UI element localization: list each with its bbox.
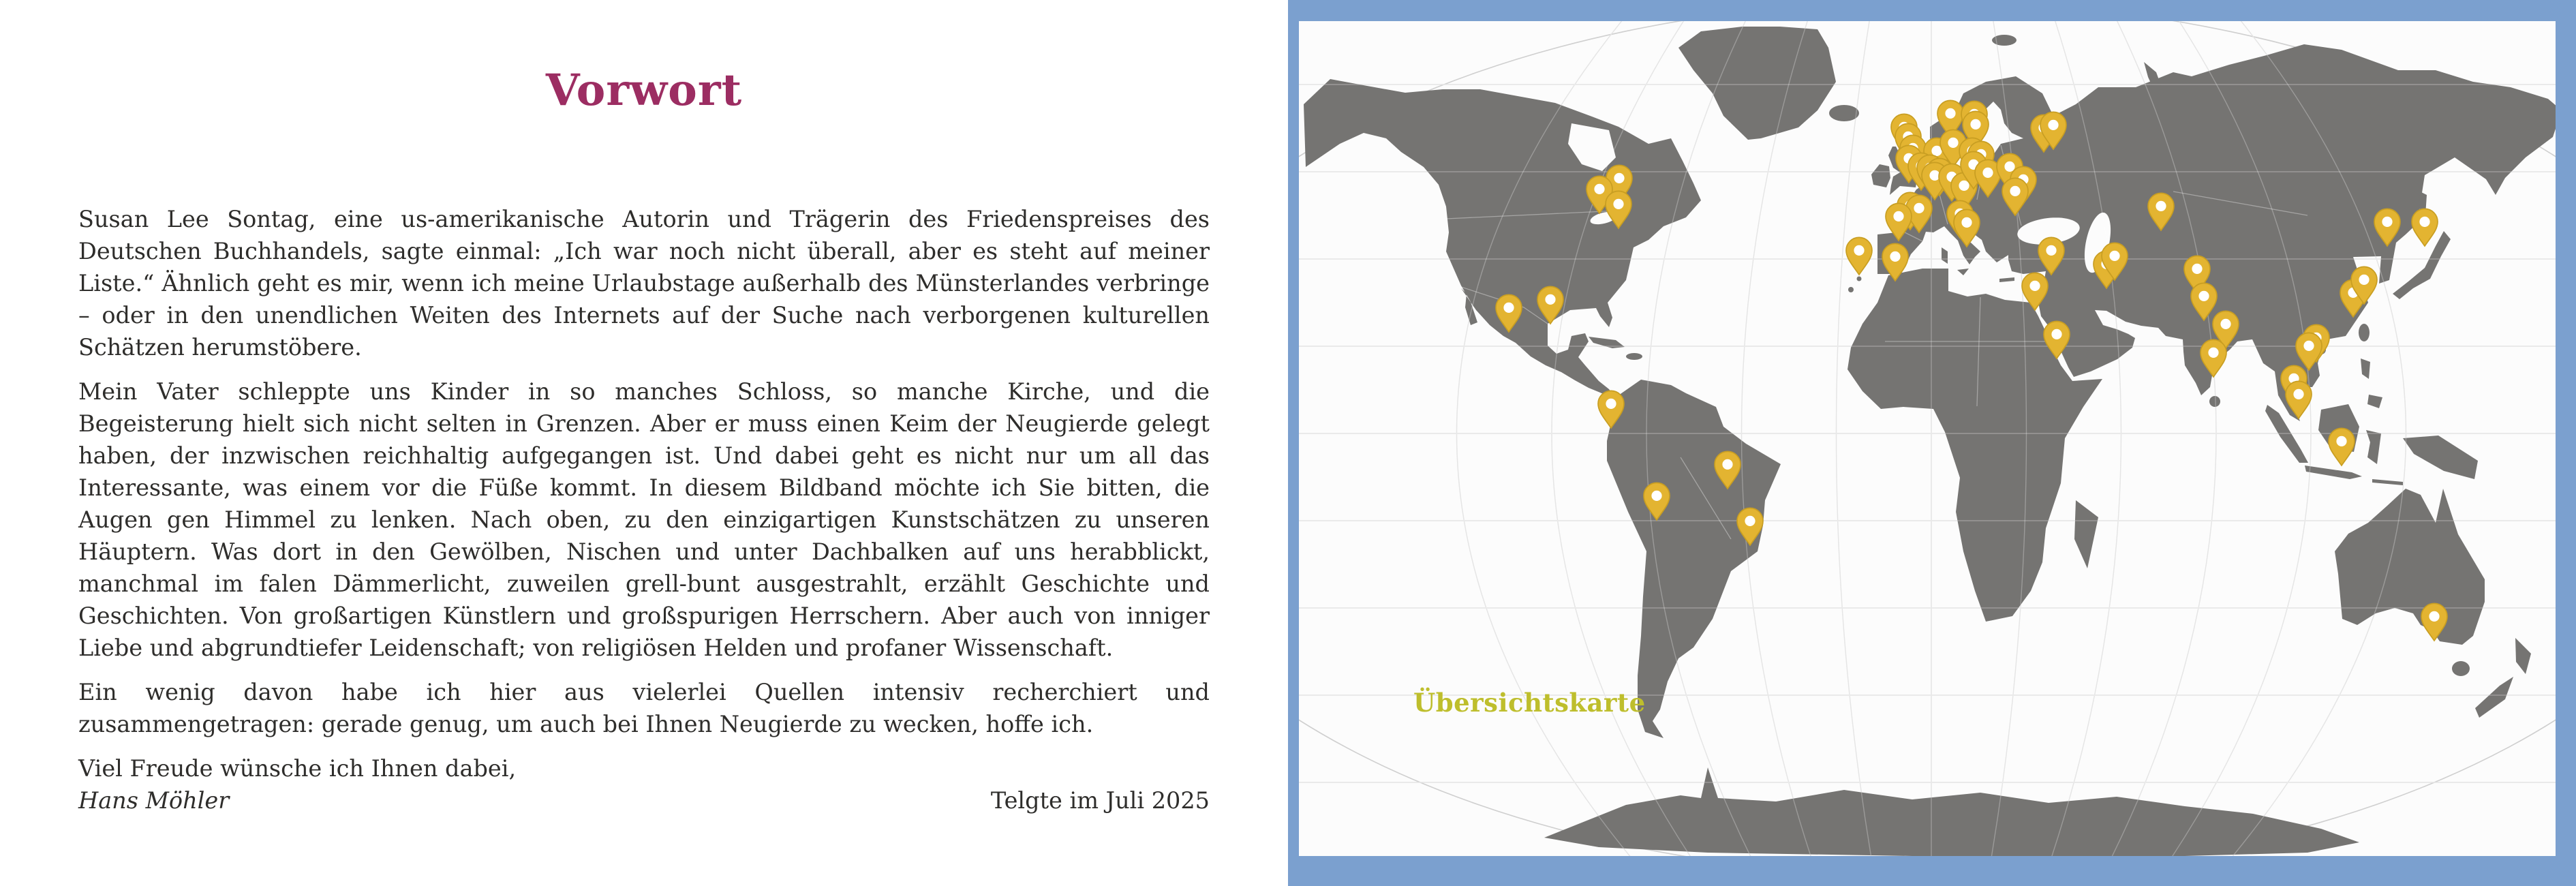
preface-text-column	[78, 0, 1210, 816]
greenland	[1678, 27, 1836, 140]
preface-paragraph-3: Ein wenig davon habe ich hier aus vielerlei Quellen intensiv recherchiert und zusammengetragen: gerade genug, um auch bei Ihnen Neugierde zu wecken, hoffe ich.	[78, 679, 1210, 737]
north-america	[1304, 79, 1701, 403]
hispaniola	[1626, 353, 1642, 360]
dateline: Telgte im Juli 2025	[990, 787, 1210, 814]
sicily	[1957, 269, 1969, 275]
closing-line: Viel Freude wünsche ich Ihnen dabei,	[78, 755, 517, 782]
sulawesi	[2366, 430, 2381, 464]
madeira-island	[1857, 277, 1862, 281]
map-pin-naples	[1954, 209, 1980, 247]
java	[2305, 465, 2362, 479]
page-title: Vorwort	[545, 65, 743, 116]
taiwan	[2359, 324, 2370, 341]
ireland	[1871, 164, 1890, 187]
luzon	[2361, 358, 2370, 379]
map-panel	[1299, 21, 2556, 856]
map-page	[1288, 0, 2576, 886]
new-guinea	[2403, 436, 2478, 479]
new-zealand-north	[2515, 638, 2531, 674]
crete	[1999, 277, 2014, 282]
map-label: Übersichtskarte	[1413, 688, 1646, 718]
antarctica	[1544, 767, 2359, 856]
iceland	[1829, 105, 1859, 121]
madagascar	[2074, 500, 2098, 568]
author-signature: Hans Möhler	[78, 787, 230, 814]
preface-body	[78, 203, 1210, 816]
sardinia	[1942, 247, 1948, 264]
preface-paragraph-2: Mein Vater schleppte uns Kinder in so manches Schloss, so manche Kirche, und die Begeisterung hielt sich nicht selten in Grenzen. Aber er muss einen Keim der Neugierde gelegt haben, der inzwischen reichhaltig aufgegangen ist. Und dabei geht es nicht nur um all das Interessante, was einem vor die Füße kommt. In diesem Bildband möchte ich Sie bitten, die Augen gen Himmel zu lenken. Nach oben, zu den einzigartigen Kunstschätzen zu unseren Häuptern. Was dort in den Gewölben, Nischen und unter Dachbalken auf uns herabblickt, manchmal im falen Dämmerlicht, zuweilen grell-bunt ausgestrahlt, erzählt Geschichte und Geschichten. Von großartigen Künstlern und großspurigen Herrschern. Aber auch von inniger Liebe und abgrundtiefer Leidenschaft; von religiösen Helden und profaner Wissenschaft.	[78, 378, 1210, 661]
preface-paragraph-1: Susan Lee Sontag, eine us-amerikanische Autorin und Trägerin des Friedenspreises des Deutschen Buchhandels, sagte einmal: „Ich war noch nicht überall, aber es steht auf meiner Liste.“ Ähnlich geht es mir, wenn ich meine Urlaubstage außerhalb des Münsterlandes verbringe – oder in den unendlichen Weiten des Internets auf der Suche nach verborgenen kulturellen Schätzen herumstöbere.	[78, 206, 1210, 361]
map-pin-java	[2329, 428, 2355, 465]
world-map	[1299, 21, 2556, 856]
map-pin-tokyo	[2412, 209, 2438, 246]
lesser-sunda	[2372, 479, 2403, 485]
sri-lanka	[2209, 396, 2220, 407]
signature-row	[78, 784, 1210, 816]
canary-islands	[1848, 287, 1854, 292]
map-pin-madeira	[1846, 237, 1872, 275]
australia	[2335, 489, 2485, 645]
tasmania	[2452, 661, 2470, 676]
mindanao	[2367, 395, 2382, 408]
new-zealand-south	[2475, 677, 2513, 718]
